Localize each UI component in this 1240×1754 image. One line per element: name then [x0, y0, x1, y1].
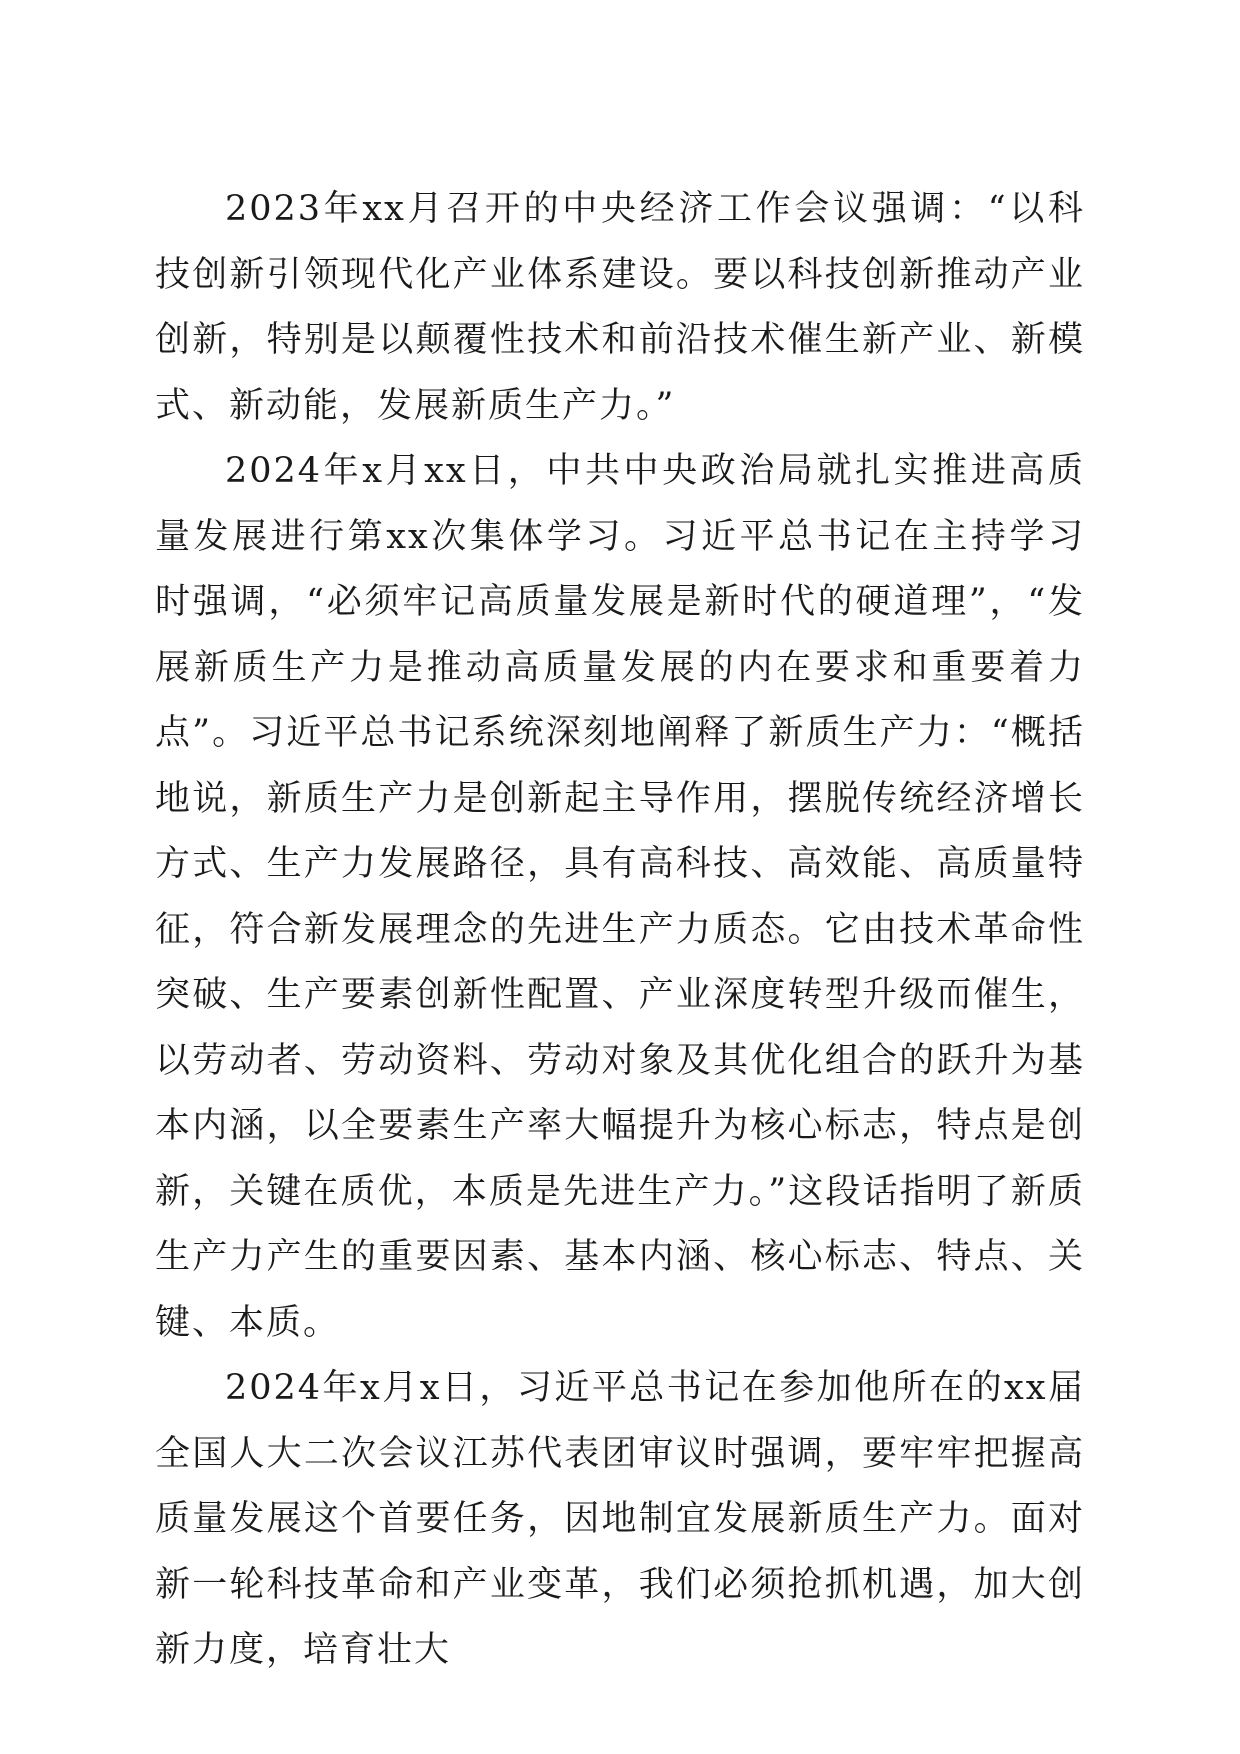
paragraph-economic-work-conference: 2023年xx月召开的中央经济工作会议强调：“以科技创新引领现代化产业体系建设。要以科技创新推动产业创新，特别是以颠覆性技术和前沿技术催生新产业、新模式、新动能，发展新质生产力。”	[155, 189, 1085, 426]
paragraph-jiangsu-delegation: 2024年x月x日，习近平总书记在参加他所在的xx届全国人大二次会议江苏代表团审议时强调，要牢牢把握高质量发展这个首要任务，因地制宜发展新质生产力。面对新一轮科技革命和产业变革，我们必须抢抓机遇，加大创新力度，培育壮大	[155, 1368, 1085, 1670]
paragraph-politburo-study-session: 2024年x月xx日，中共中央政治局就扎实推进高质量发展进行第xx次集体学习。习近平总书记在主持学习时强调，“必须牢记高质量发展是新时代的硬道理”，“发展新质生产力是推动高质量发展的内在要求和重要着力点”。习近平总书记系统深刻地阐释了新质生产力：“概括地说，新质生产力是创新起主导作用，摆脱传统经济增长方式、生产力发展路径，具有高科技、高效能、高质量特征，符合新发展理念的先进生产力质态。它由技术革命性突破、生产要素创新性配置、产业深度转型升级而催生，以劳动者、劳动资料、劳动对象及其优化组合的跃升为基本内涵，以全要素生产率大幅提升为核心标志，特点是创新，关键在质优，本质是先进生产力。”这段话指明了新质生产力产生的重要因素、基本内涵、核心标志、特点、关键、本质。	[155, 451, 1085, 1343]
document-body	[155, 177, 1085, 1684]
